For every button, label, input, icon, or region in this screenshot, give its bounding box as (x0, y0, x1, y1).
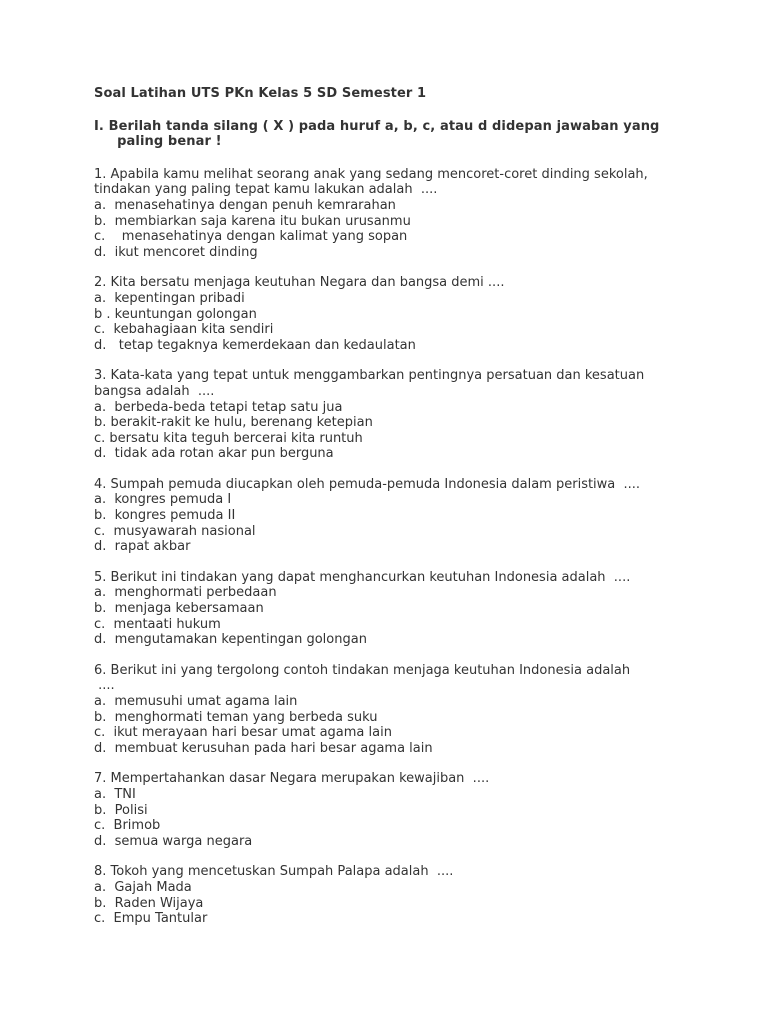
option-b: b. menjaga kebersamaan (94, 601, 264, 617)
question-text: 4. Sumpah pemuda diucapkan oleh pemuda-pemuda Indonesia dalam peristiwa .... (94, 476, 641, 492)
option-b: b . keuntungan golongan (94, 306, 257, 322)
option-c: c. Brimob (94, 818, 161, 834)
section-instruction: I. Berilah tanda silang ( X ) pada huruf a, b, c, atau d didepan jawaban yang paling benar ! (94, 118, 660, 150)
option-d: d. membuat kerusuhan pada hari besar agama lain (94, 740, 433, 756)
question-text: 7. Mempertahankan dasar Negara merupakan kewajiban .... (94, 771, 490, 787)
option-a: a. menasehatinya dengan penuh kemrarahan (94, 197, 396, 213)
option-a: a. TNI (94, 786, 136, 802)
question-1 (94, 167, 694, 261)
option-b: b. Raden Wijaya (94, 895, 204, 911)
option-d: d. tidak ada rotan akar pun berguna (94, 446, 334, 462)
option-c: c. menasehatinya dengan kalimat yang sopan (94, 229, 408, 245)
question-7 (94, 771, 694, 849)
question-text: 8. Tokoh yang mencetuskan Sumpah Palapa adalah .... (94, 864, 454, 880)
question-2 (94, 275, 694, 353)
option-a: a. Gajah Mada (94, 879, 192, 895)
option-d: d. rapat akbar (94, 539, 191, 555)
option-d: d. mengutamakan kepentingan golongan (94, 632, 367, 648)
question-4 (94, 477, 694, 555)
question-text: 3. Kata-kata yang tepat untuk menggambarkan pentingnya persatuan dan kesatuan bangsa adalah .... (94, 368, 649, 399)
option-c: c. kebahagiaan kita sendiri (94, 322, 274, 338)
option-b: b. Polisi (94, 802, 148, 818)
question-8 (94, 864, 694, 926)
option-b: b. kongres pemuda II (94, 508, 236, 524)
option-d: d. tetap tegaknya kemerdekaan dan kedaulatan (94, 337, 416, 353)
option-a: a. kongres pemuda I (94, 492, 232, 508)
question-text: 1. Apabila kamu melihat seorang anak yang sedang mencoret-coret dinding sekolah, tindakan yang paling tepat kamu lakukan adalah .... (94, 166, 652, 198)
option-a: a. kepentingan pribadi (94, 290, 245, 306)
option-a: a. berbeda-beda tetapi tetap satu jua (94, 399, 343, 415)
question-5 (94, 570, 694, 648)
option-b: b. menghormati teman yang berbeda suku (94, 709, 378, 725)
option-d: d. ikut mencoret dinding (94, 244, 258, 260)
option-c: c. musyawarah nasional (94, 523, 256, 539)
option-c: c. ikut merayaan hari besar umat agama lain (94, 725, 392, 741)
option-b: b. berakit-rakit ke hulu, berenang ketepian (94, 415, 373, 431)
question-text: 2. Kita bersatu menjaga keutuhan Negara dan bangsa demi .... (94, 275, 505, 291)
question-text: 5. Berikut ini tindakan yang dapat menghancurkan keutuhan Indonesia adalah .... (94, 569, 631, 585)
option-d: d. semua warga negara (94, 833, 253, 849)
option-a: a. memusuhi umat agama lain (94, 694, 298, 709)
document-title: Soal Latihan UTS PKn Kelas 5 SD Semester 1 (94, 86, 427, 101)
document-page (94, 86, 694, 942)
option-c: c. Empu Tantular (94, 911, 208, 927)
question-3 (94, 368, 694, 462)
option-b: b. membiarkan saja karena itu bukan urusanmu (94, 213, 411, 229)
question-text: 6. Berikut ini yang tergolong contoh tindakan menjaga keutuhan Indonesia adalah .... (94, 662, 631, 694)
option-a: a. menghormati perbedaan (94, 585, 277, 601)
option-c: c. bersatu kita teguh bercerai kita runtuh (94, 430, 363, 446)
option-c: c. mentaati hukum (94, 616, 221, 632)
question-6 (94, 663, 694, 757)
